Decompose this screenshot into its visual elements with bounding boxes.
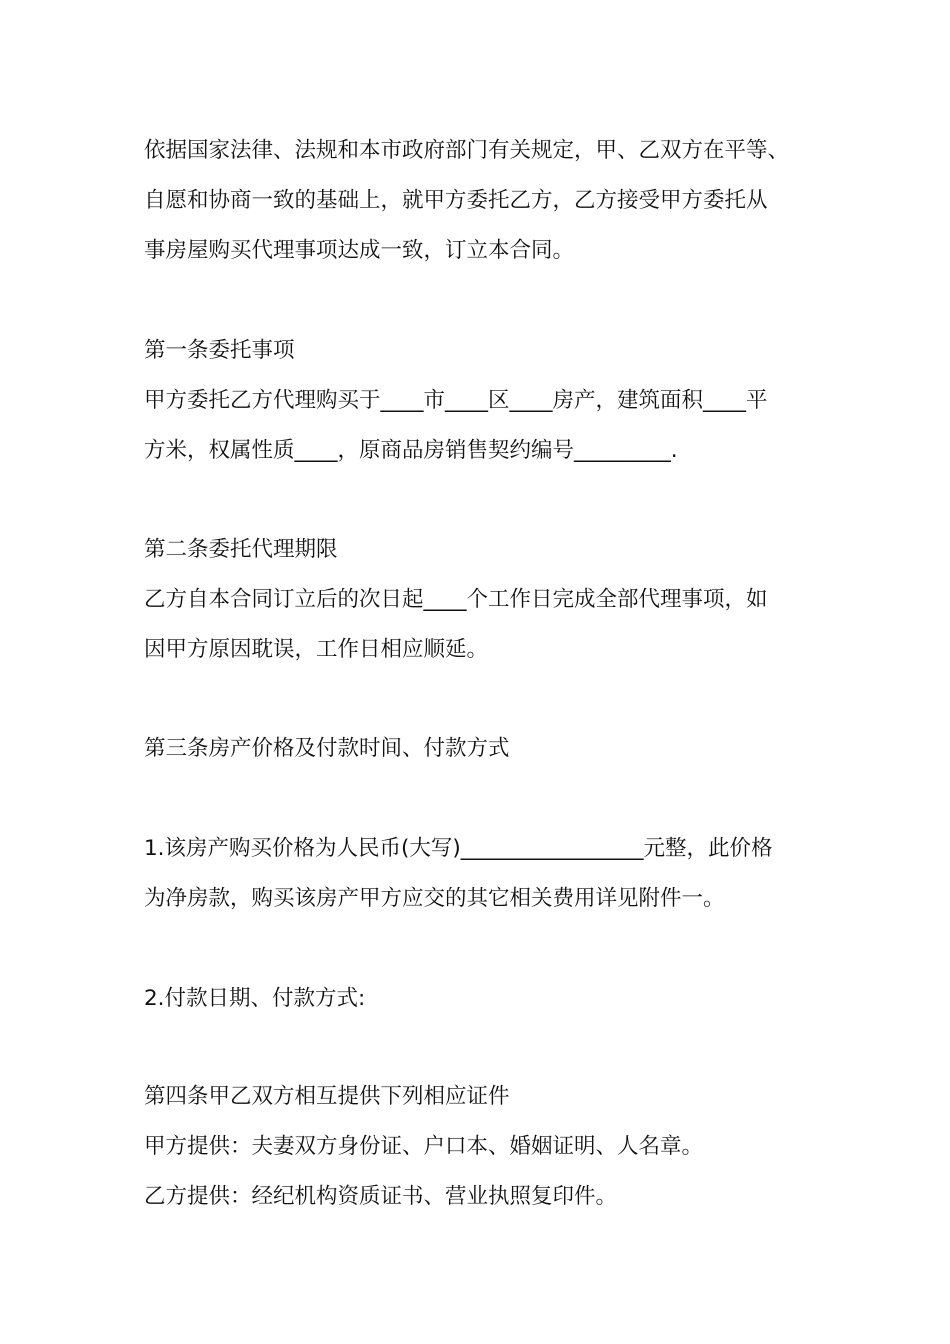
article-3-item-2: 2.付款日期、付款方式: (144, 986, 366, 1011)
article-1-line-1: 甲方委托乙方代理购买于____市____区____房产，建筑面积____平 (144, 388, 768, 413)
article-2-title: 第二条委托代理期限 (144, 537, 338, 562)
article-3-item-1-line-1: 1.该房产购买价格为人民币(大写)_________________元整，此价格 (144, 836, 773, 861)
article-1-title: 第一条委托事项 (144, 338, 295, 363)
article-4-line-1: 甲方提供：夫妻双方身份证、户口本、婚姻证明、人名章。 (144, 1134, 704, 1159)
intro-line-2: 自愿和协商一致的基础上，就甲方委托乙方，乙方接受甲方委托从 (144, 188, 768, 213)
article-4-line-2: 乙方提供：经纪机构资质证书、营业执照复印件。 (144, 1184, 618, 1209)
article-1-line-2: 方米，权属性质____，原商品房销售契约编号_________. (144, 438, 678, 463)
article-4-title: 第四条甲乙双方相互提供下列相应证件 (144, 1084, 510, 1109)
article-2-line-1: 乙方自本合同订立后的次日起____个工作日完成全部代理事项，如 (144, 587, 768, 612)
intro-line-1: 依据国家法律、法规和本市政府部门有关规定，甲、乙双方在平等、 (144, 138, 790, 163)
article-3-item-1-line-2: 为净房款，购买该房产甲方应交的其它相关费用详见附件一。 (144, 886, 725, 911)
intro-line-3: 事房屋购买代理事项达成一致，订立本合同。 (144, 238, 575, 263)
article-3-title: 第三条房产价格及付款时间、付款方式 (144, 736, 510, 761)
article-2-line-2: 因甲方原因耽误，工作日相应顺延。 (144, 637, 489, 662)
